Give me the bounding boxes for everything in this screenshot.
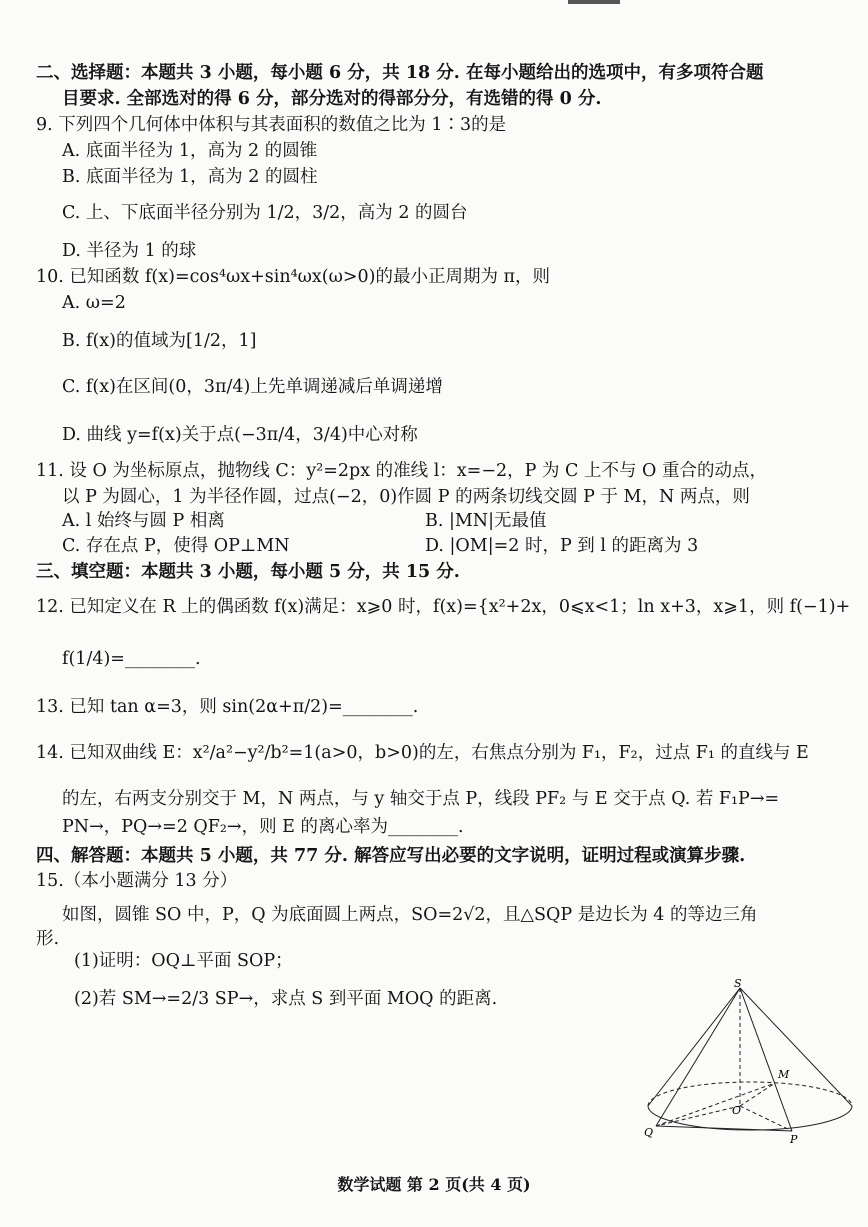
q11-option-a: A. l 始终与圆 P 相离 <box>62 511 225 531</box>
segment-OQ <box>656 1106 740 1126</box>
q10-option-d: D. 曲线 y=f(x)关于点(−3π/4，3/4)中心对称 <box>62 425 418 445</box>
q11-stem-line1: 11. 设 O 为坐标原点，抛物线 C：y²=2px 的准线 l：x=−2，P 为 C 上不与 O 重合的动点， <box>36 461 767 481</box>
q15-part1: (1)证明：OQ⊥平面 SOP； <box>74 951 293 971</box>
cone-figure <box>640 978 858 1148</box>
label-M: M <box>778 1068 790 1081</box>
label-O: O <box>732 1104 742 1117</box>
label-S: S <box>734 978 742 990</box>
q10-option-b: B. f(x)的值域为[1/2，1] <box>62 331 257 351</box>
q9-option-d: D. 半径为 1 的球 <box>62 241 197 261</box>
q11-option-d: D. |OM|=2 时，P 到 l 的距离为 3 <box>425 536 699 556</box>
cone-left-slant <box>648 988 740 1106</box>
q10-stem: 10. 已知函数 f(x)=cos⁴ωx+sin⁴ωx(ω>0)的最小正周期为 π，则 <box>36 267 551 287</box>
segment-QM <box>656 1083 775 1126</box>
segment-OM <box>740 1083 775 1106</box>
q11-option-c: C. 存在点 P，使得 OP⊥MN <box>62 536 290 556</box>
label-P: P <box>790 1133 798 1146</box>
cone-right-slant <box>740 988 852 1106</box>
section4-heading: 四、解答题：本题共 5 小题，共 77 分. 解答应写出必要的文字说明，证明过程或演算步骤. <box>36 846 746 866</box>
q14-line2: 的左，右两支分别交于 M，N 两点，与 y 轴交于点 P，线段 PF₂ 与 E 交于点 Q. 若 F₁P→= <box>62 789 780 809</box>
section2-heading-line1: 二、选择题：本题共 3 小题，每小题 6 分，共 18 分. 在每小题给出的选项中，有多项符合题 <box>36 63 764 83</box>
q9-option-c: C. 上、下底面半径分别为 1/2，3/2，高为 2 的圆台 <box>62 203 468 223</box>
q10-option-c: C. f(x)在区间(0，3π/4)上先单调递减后单调递增 <box>62 377 443 397</box>
q11-stem-line2: 以 P 为圆心，1 为半径作圆，过点(−2，0)作圆 P 的两条切线交圆 P 于 M，N 两点，则 <box>62 487 750 507</box>
label-Q: Q <box>644 1126 654 1139</box>
q9-stem: 9. 下列四个几何体中体积与其表面积的数值之比为 1∶3的是 <box>36 115 507 135</box>
q10-option-a: A. ω=2 <box>62 293 126 313</box>
page-footer: 数学试题 第 2 页(共 4 页) <box>337 1175 531 1194</box>
q15-part2: (2)若 SM→=2/3 SP→，求点 S 到平面 MOQ 的距离. <box>74 989 498 1009</box>
section2-heading-line2: 目要求. 全部选对的得 6 分，部分选对的得部分分，有选错的得 0 分. <box>62 89 602 109</box>
q15-body-line2: 形. <box>36 929 60 949</box>
q11-option-b: B. |MN|无最值 <box>425 511 547 531</box>
cone-base-back-arc <box>648 1082 852 1106</box>
segment-QP <box>656 1126 792 1131</box>
q14-line3: PN→，PQ→=2 QF₂→，则 E 的离心率为________. <box>62 817 464 837</box>
q9-option-b: B. 底面半径为 1，高为 2 的圆柱 <box>62 167 318 187</box>
q15-heading: 15.（本小题满分 13 分） <box>36 871 238 891</box>
q9-option-a: A. 底面半径为 1，高为 2 的圆锥 <box>62 141 318 161</box>
q12-line1: 12. 已知定义在 R 上的偶函数 f(x)满足：x⩾0 时，f(x)={x²+2x，0⩽x<1；ln x+3，x⩾1，则 f(−1)+ <box>36 597 851 617</box>
segment-SQ <box>656 988 740 1126</box>
q12-line2: f(1/4)=________. <box>62 649 201 669</box>
section3-heading: 三、填空题：本题共 3 小题，每小题 5 分，共 15 分. <box>36 562 460 582</box>
q15-body-line1: 如图，圆锥 SO 中，P，Q 为底面圆上两点，SO=2√2，且△SQP 是边长为 4 的等边三角 <box>62 905 758 925</box>
q13: 13. 已知 tan α=3，则 sin(2α+π/2)=________. <box>36 697 419 717</box>
q14-line1: 14. 已知双曲线 E：x²/a²−y²/b²=1(a>0，b>0)的左，右焦点分别为 F₁，F₂，过点 F₁ 的直线与 E <box>36 743 809 763</box>
top-scan-mark <box>568 0 620 4</box>
